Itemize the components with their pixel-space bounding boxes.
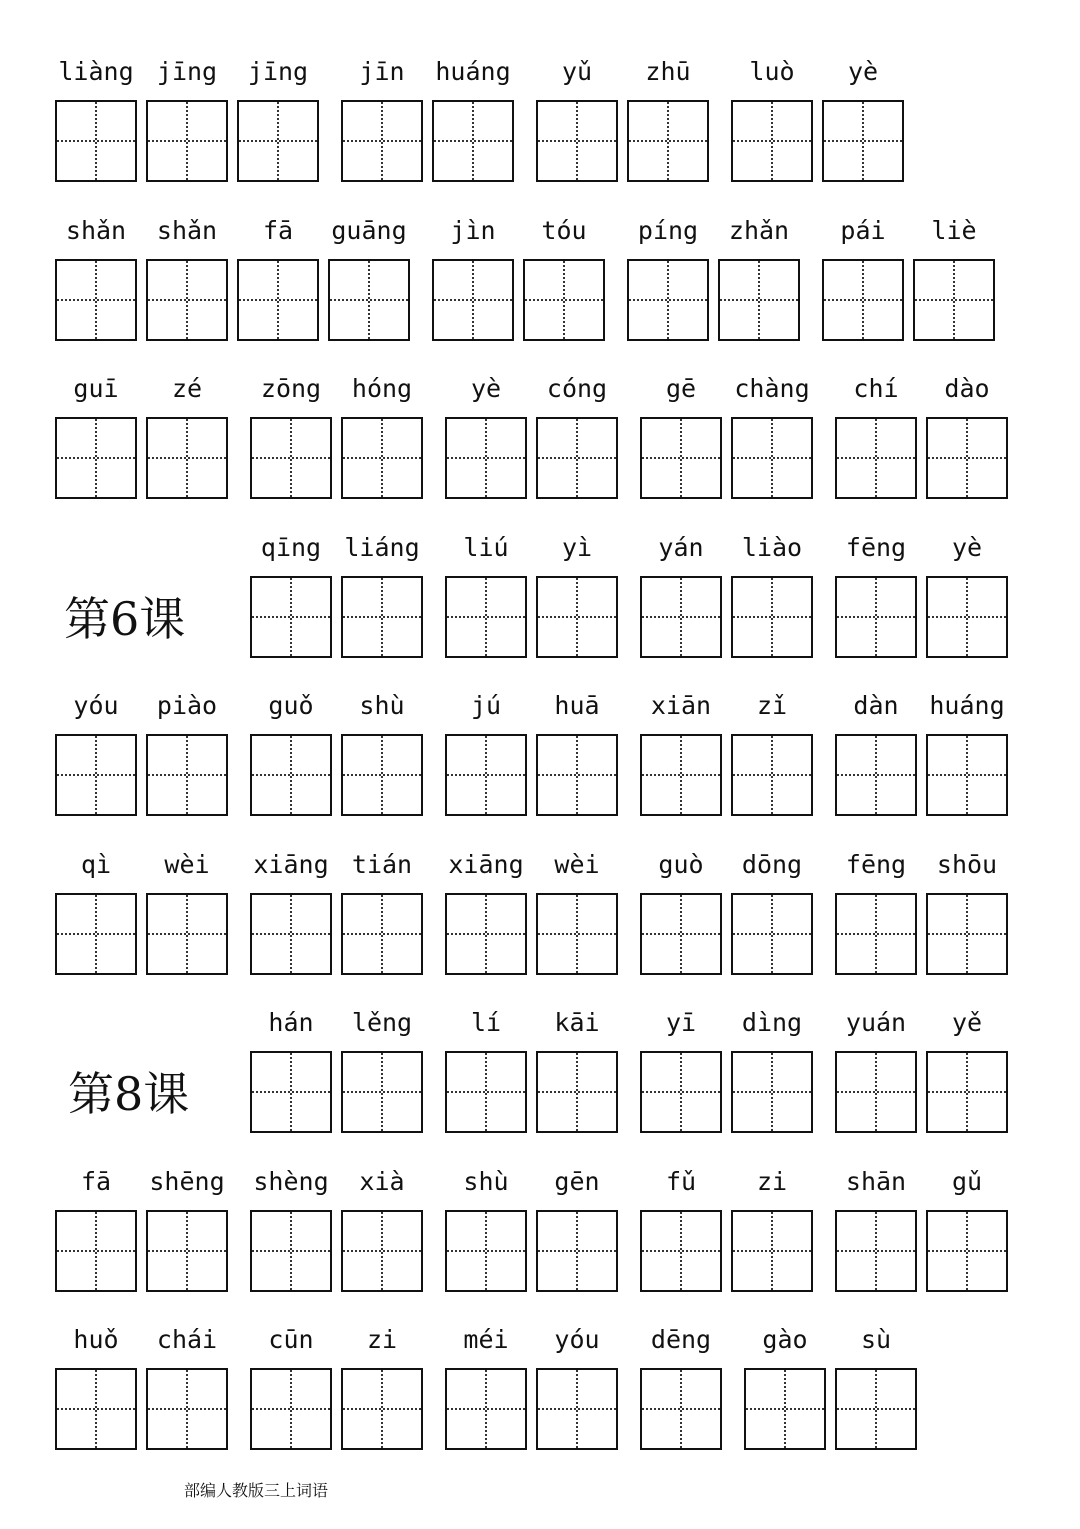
pinyin-label: yè: [470, 374, 502, 403]
pinyin-label: chí: [853, 374, 899, 403]
writing-box[interactable]: [835, 734, 917, 816]
practice-row: [0, 848, 1080, 998]
writing-box[interactable]: [55, 893, 137, 975]
lesson-heading: 第6课: [64, 591, 186, 646]
writing-box[interactable]: [250, 576, 332, 658]
writing-box[interactable]: [146, 1210, 228, 1292]
writing-box[interactable]: [445, 417, 527, 499]
pinyin-label: tóu: [541, 215, 587, 245]
pinyin-label: chàng: [734, 374, 810, 403]
pinyin-label: zi: [756, 1166, 788, 1196]
pinyin-label: dào: [944, 374, 990, 403]
practice-row: [0, 55, 1080, 205]
writing-box[interactable]: [445, 576, 527, 658]
pinyin-label: qīng: [260, 532, 322, 562]
pinyin-label: zhǎn: [728, 215, 790, 245]
writing-box[interactable]: [536, 1368, 618, 1450]
writing-box[interactable]: [146, 259, 228, 341]
writing-box[interactable]: [640, 576, 722, 658]
pinyin-label: zōng: [260, 374, 322, 403]
writing-box[interactable]: [536, 893, 618, 975]
pinyin-label: guò: [658, 849, 704, 879]
pinyin-label: fā: [80, 1166, 112, 1196]
pinyin-label: dōng: [741, 849, 803, 879]
writing-box[interactable]: [341, 734, 423, 816]
pinyin-label: liè: [931, 215, 977, 245]
pinyin-label: shǎn: [156, 215, 218, 245]
pinyin-label: shǎn: [65, 215, 127, 245]
writing-box[interactable]: [445, 1210, 527, 1292]
pinyin-label: fēng: [845, 532, 907, 562]
pinyin-label: hóng: [351, 374, 413, 403]
practice-row: [0, 214, 1080, 364]
pinyin-label: shù: [463, 1166, 509, 1196]
writing-box[interactable]: [146, 100, 228, 182]
pinyin-label: yóu: [554, 1325, 600, 1354]
pinyin-label: zhū: [645, 57, 691, 86]
pinyin-label: yì: [561, 532, 593, 562]
pinyin-label: yán: [658, 532, 704, 562]
pinyin-label: guǒ: [268, 691, 314, 720]
writing-box[interactable]: [536, 100, 618, 182]
writing-box[interactable]: [835, 1368, 917, 1450]
writing-box[interactable]: [822, 100, 904, 182]
writing-box[interactable]: [926, 1051, 1008, 1133]
writing-box[interactable]: [250, 1051, 332, 1133]
pinyin-label: liáng: [344, 532, 420, 562]
pinyin-label: dìng: [741, 1008, 803, 1037]
pinyin-label: yè: [847, 57, 879, 86]
pinyin-label: luò: [749, 57, 795, 86]
writing-box[interactable]: [55, 100, 137, 182]
writing-box[interactable]: [835, 1051, 917, 1133]
footer-caption: 部编人教版三上词语: [184, 1481, 329, 1500]
writing-box[interactable]: [445, 1368, 527, 1450]
pinyin-label: xiān: [650, 691, 712, 720]
writing-box[interactable]: [55, 259, 137, 341]
pinyin-label: liàng: [58, 57, 134, 86]
writing-box[interactable]: [536, 1210, 618, 1292]
pinyin-label: méi: [463, 1325, 509, 1354]
writing-box[interactable]: [341, 893, 423, 975]
writing-box[interactable]: [328, 259, 410, 341]
pinyin-label: yī: [665, 1008, 697, 1037]
writing-box[interactable]: [926, 1210, 1008, 1292]
pinyin-label: yě: [951, 1008, 983, 1037]
pinyin-label: piào: [156, 691, 218, 720]
writing-box[interactable]: [250, 1210, 332, 1292]
writing-box[interactable]: [731, 576, 813, 658]
practice-row: [0, 1323, 1080, 1473]
writing-box[interactable]: [536, 1051, 618, 1133]
pinyin-label: xiāng: [253, 849, 329, 879]
writing-box[interactable]: [341, 417, 423, 499]
writing-box[interactable]: [55, 1368, 137, 1450]
writing-box[interactable]: [913, 259, 995, 341]
writing-box[interactable]: [731, 417, 813, 499]
pinyin-label: fēng: [845, 849, 907, 879]
writing-box[interactable]: [926, 734, 1008, 816]
writing-box[interactable]: [731, 893, 813, 975]
pinyin-label: shān: [845, 1166, 907, 1196]
writing-box[interactable]: [536, 576, 618, 658]
pinyin-label: shù: [359, 691, 405, 720]
writing-box[interactable]: [718, 259, 800, 341]
pinyin-label: wèi: [554, 849, 600, 879]
pinyin-label: huáng: [929, 691, 1005, 720]
pinyin-label: yóu: [73, 691, 119, 720]
writing-box[interactable]: [731, 1051, 813, 1133]
writing-box[interactable]: [536, 417, 618, 499]
writing-box[interactable]: [640, 734, 722, 816]
pinyin-label: pái: [840, 215, 886, 245]
writing-box[interactable]: [250, 893, 332, 975]
pinyin-label: guāng: [331, 215, 407, 245]
pinyin-label: zi: [366, 1325, 398, 1354]
writing-box[interactable]: [523, 259, 605, 341]
writing-box[interactable]: [55, 734, 137, 816]
pinyin-label: sù: [860, 1325, 892, 1354]
pinyin-label: dēng: [650, 1325, 712, 1354]
pinyin-label: jīn: [359, 57, 405, 86]
writing-box[interactable]: [55, 1210, 137, 1292]
writing-box[interactable]: [250, 417, 332, 499]
writing-box[interactable]: [432, 100, 514, 182]
pinyin-label: xià: [359, 1166, 405, 1196]
pinyin-label: zé: [171, 374, 203, 403]
writing-box[interactable]: [250, 1368, 332, 1450]
pinyin-label: tián: [351, 849, 413, 879]
pinyin-label: huáng: [435, 57, 511, 86]
writing-box[interactable]: [731, 734, 813, 816]
writing-box[interactable]: [627, 100, 709, 182]
writing-box[interactable]: [341, 100, 423, 182]
writing-box[interactable]: [146, 734, 228, 816]
pinyin-label: chái: [156, 1325, 218, 1354]
writing-box[interactable]: [640, 417, 722, 499]
writing-box[interactable]: [926, 576, 1008, 658]
writing-box[interactable]: [835, 893, 917, 975]
writing-box[interactable]: [445, 734, 527, 816]
pinyin-label: fā: [262, 215, 294, 245]
writing-box[interactable]: [926, 417, 1008, 499]
writing-box[interactable]: [237, 259, 319, 341]
writing-box[interactable]: [640, 1210, 722, 1292]
writing-box[interactable]: [341, 1051, 423, 1133]
writing-box[interactable]: [640, 1051, 722, 1133]
pinyin-label: liào: [741, 532, 803, 562]
pinyin-label: zǐ: [756, 691, 788, 720]
practice-row: [0, 689, 1080, 839]
pinyin-label: jīng: [156, 57, 218, 86]
writing-box[interactable]: [250, 734, 332, 816]
pinyin-label: jú: [470, 691, 502, 720]
pinyin-label: hán: [268, 1008, 314, 1037]
writing-box[interactable]: [341, 1368, 423, 1450]
pinyin-label: gēn: [554, 1166, 600, 1196]
pinyin-label: wèi: [164, 849, 210, 879]
writing-box[interactable]: [432, 259, 514, 341]
writing-box[interactable]: [55, 417, 137, 499]
pinyin-label: huǒ: [73, 1325, 119, 1354]
pinyin-label: gǔ: [951, 1166, 983, 1196]
pinyin-label: dàn: [853, 691, 899, 720]
writing-box[interactable]: [744, 1368, 826, 1450]
pinyin-label: cūn: [268, 1325, 314, 1354]
writing-box[interactable]: [835, 1210, 917, 1292]
practice-row: [0, 1165, 1080, 1315]
writing-box[interactable]: [640, 1368, 722, 1450]
writing-box[interactable]: [341, 1210, 423, 1292]
pinyin-label: lí: [470, 1008, 502, 1037]
pinyin-label: shēng: [149, 1166, 225, 1196]
pinyin-label: lěng: [351, 1008, 413, 1037]
pinyin-label: yuán: [845, 1008, 907, 1037]
pinyin-label: yè: [951, 532, 983, 562]
writing-box[interactable]: [445, 893, 527, 975]
writing-box[interactable]: [731, 1210, 813, 1292]
writing-box[interactable]: [926, 893, 1008, 975]
writing-box[interactable]: [146, 417, 228, 499]
pinyin-label: xiāng: [448, 849, 524, 879]
lesson-heading: 第8课: [68, 1067, 190, 1121]
pinyin-label: cóng: [546, 374, 608, 403]
practice-row: [0, 1006, 1080, 1156]
pinyin-label: qì: [80, 849, 112, 879]
writing-box[interactable]: [731, 100, 813, 182]
pinyin-label: shèng: [253, 1166, 329, 1196]
pinyin-label: píng: [637, 215, 699, 245]
writing-box[interactable]: [341, 576, 423, 658]
writing-box[interactable]: [146, 1368, 228, 1450]
writing-box[interactable]: [627, 259, 709, 341]
writing-box[interactable]: [835, 417, 917, 499]
pinyin-label: huā: [554, 691, 600, 720]
writing-box[interactable]: [146, 893, 228, 975]
writing-box[interactable]: [835, 576, 917, 658]
pinyin-label: jīng: [247, 57, 309, 86]
pinyin-label: gào: [762, 1325, 808, 1354]
pinyin-label: liú: [463, 532, 509, 562]
writing-box[interactable]: [445, 1051, 527, 1133]
pinyin-label: gē: [665, 374, 697, 403]
writing-box[interactable]: [237, 100, 319, 182]
pinyin-label: jìn: [450, 215, 496, 245]
writing-box[interactable]: [822, 259, 904, 341]
practice-row: [0, 531, 1080, 681]
pinyin-label: yǔ: [561, 57, 593, 86]
pinyin-label: kāi: [554, 1008, 600, 1037]
pinyin-label: guī: [73, 374, 119, 403]
writing-box[interactable]: [536, 734, 618, 816]
pinyin-label: fǔ: [665, 1166, 697, 1196]
writing-box[interactable]: [640, 893, 722, 975]
practice-row: [0, 372, 1080, 522]
pinyin-label: shōu: [936, 849, 998, 879]
